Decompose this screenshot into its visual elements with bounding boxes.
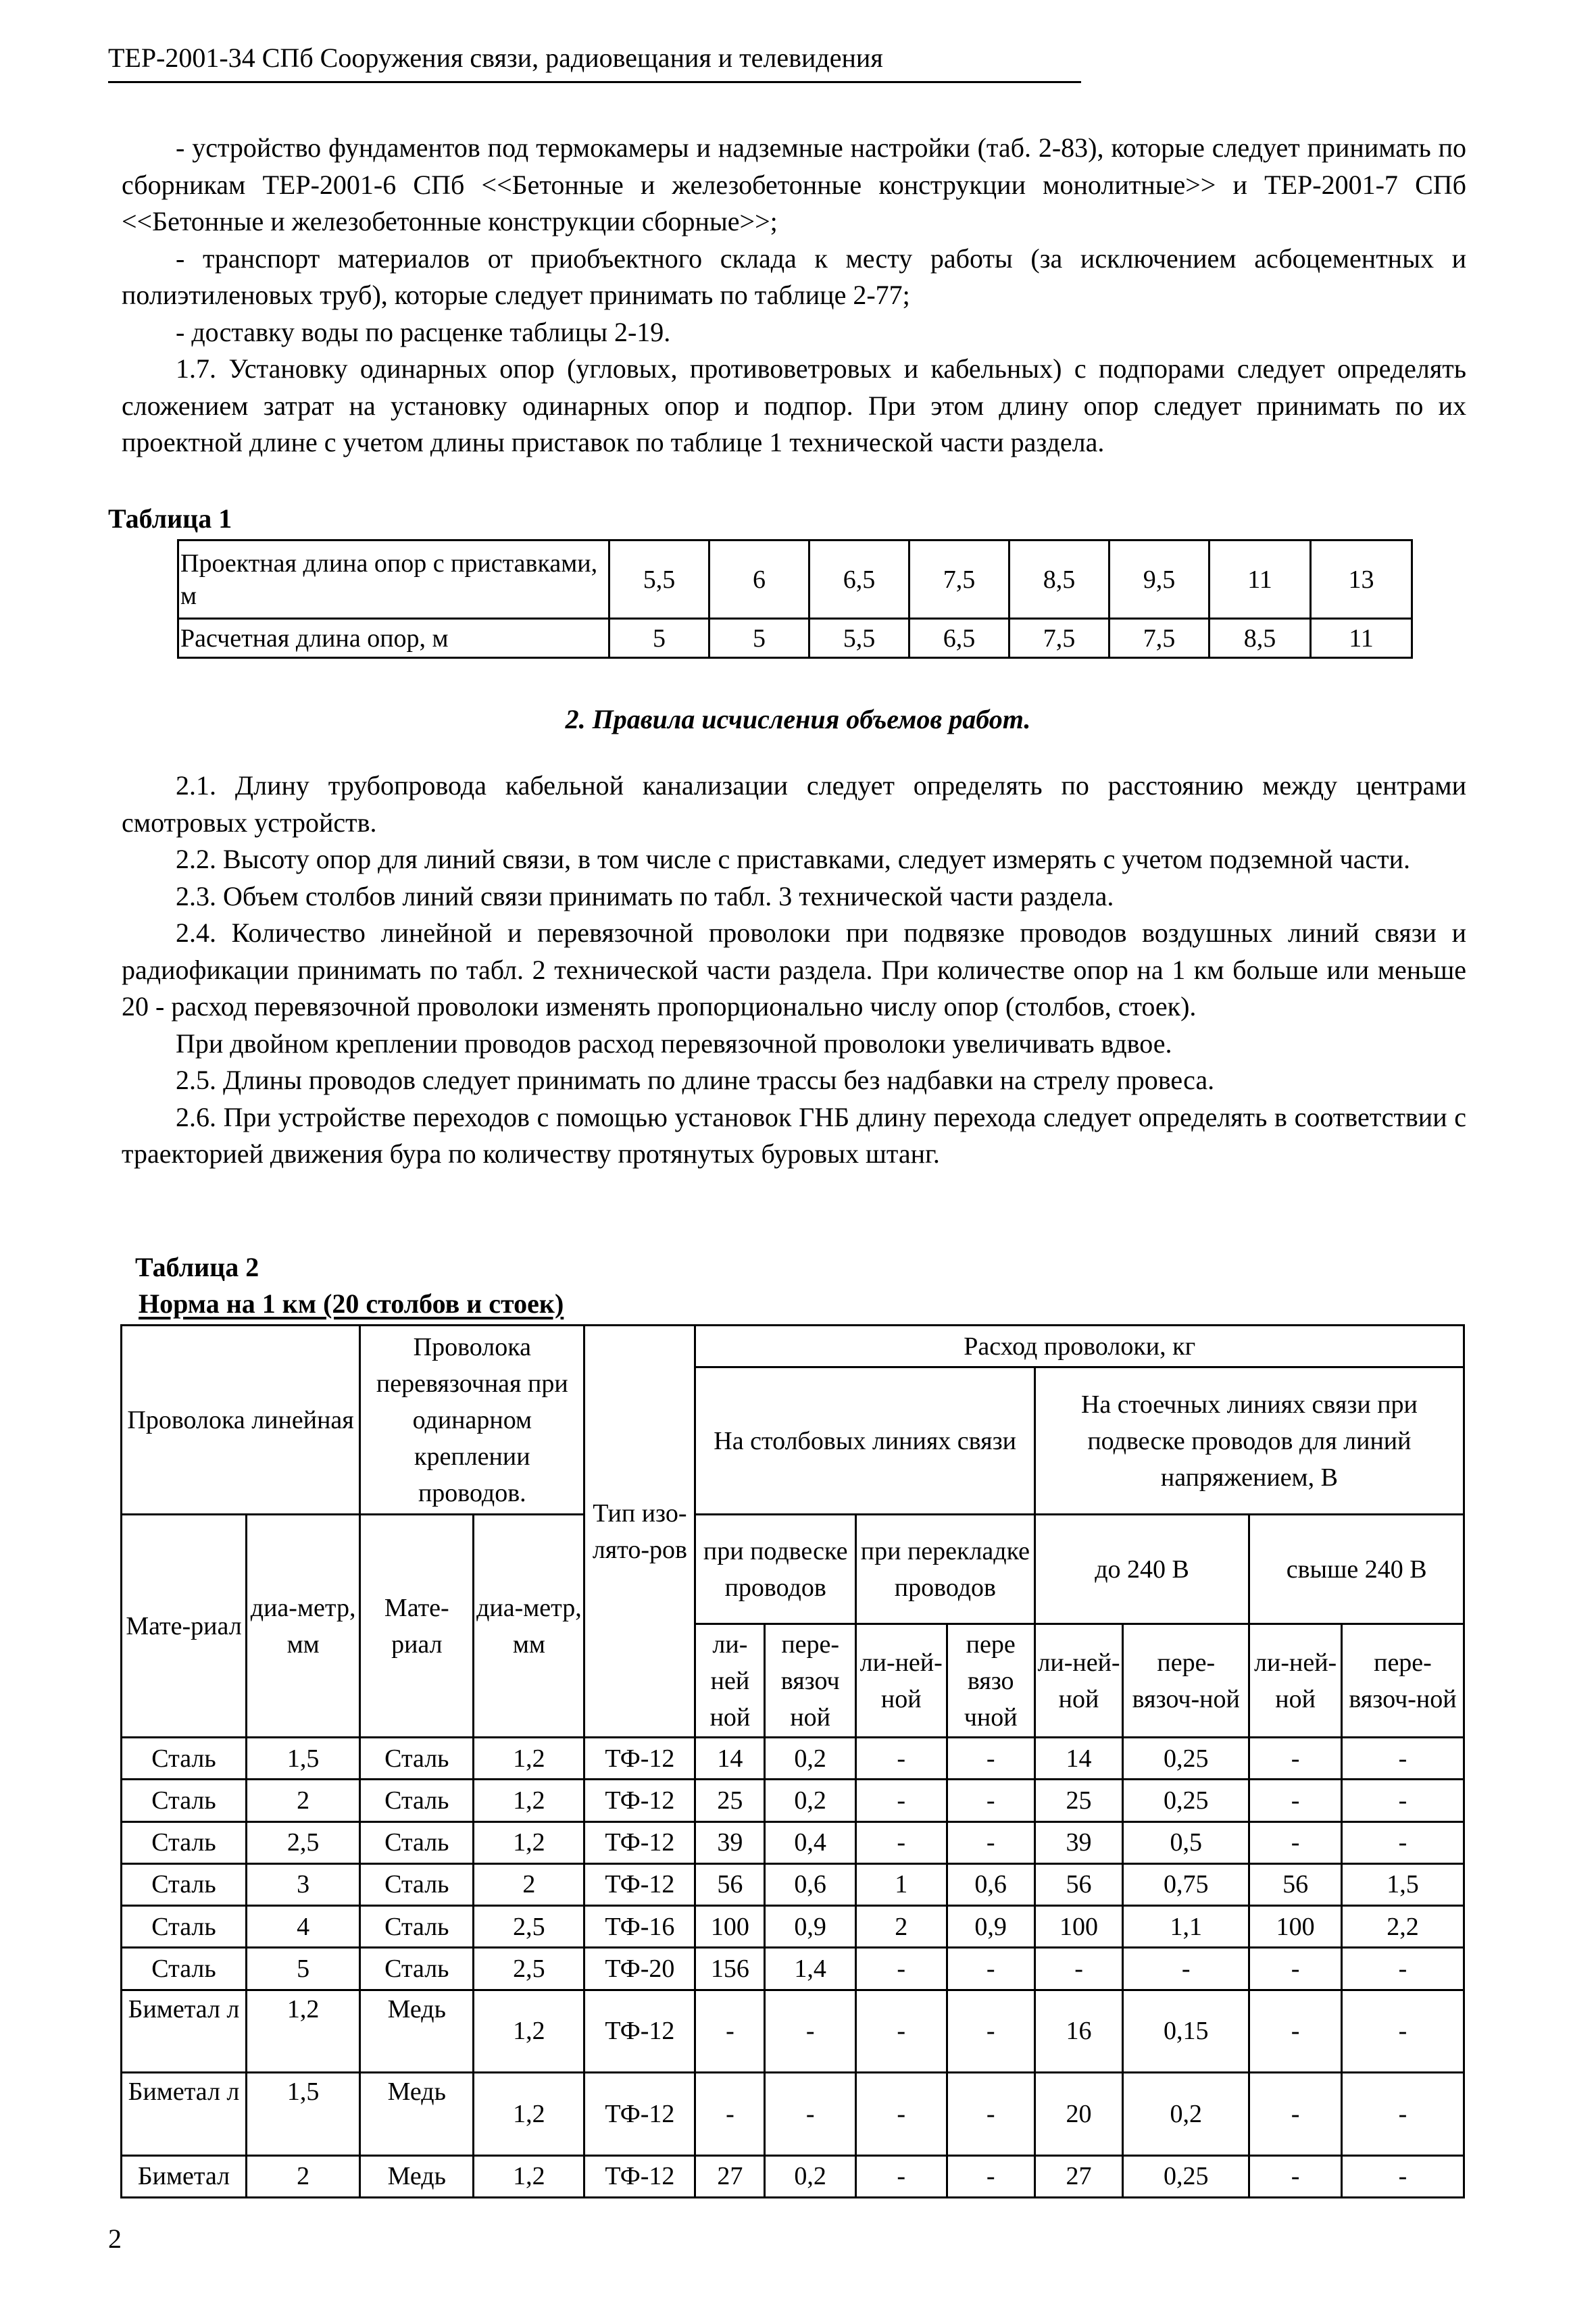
table-cell: - (1341, 1948, 1464, 1990)
table-cell: ТФ-16 (584, 1906, 695, 1948)
table-cell: 0,25 (1123, 2155, 1249, 2197)
table-row (122, 1821, 1464, 1863)
table-cell: Сталь (360, 1821, 474, 1863)
table-cell: 27 (1034, 2155, 1122, 2197)
table-cell: - (1341, 1821, 1464, 1863)
header-cell: На стоечных линиях связи при подвеске проводов для линий напряжением, В (1034, 1367, 1464, 1515)
table-row (178, 540, 1412, 619)
table-cell: - (855, 1948, 947, 1990)
table-cell: - (1249, 2073, 1342, 2155)
table-cell: 2,5 (474, 1948, 584, 1990)
table-row (122, 1906, 1464, 1948)
table-cell: - (1249, 1990, 1342, 2072)
table-cell: 0,4 (765, 1821, 856, 1863)
table-cell: 1,2 (247, 1990, 360, 2072)
table-cell: 1,5 (1341, 1863, 1464, 1905)
header-cell: пере-вязоч-ной (1123, 1624, 1249, 1738)
table-cell: 0,2 (765, 1738, 856, 1780)
table-cell: 0,15 (1123, 1990, 1249, 2072)
table-cell: - (695, 2073, 765, 2155)
table-cell: - (1249, 1780, 1342, 1821)
table-cell: - (855, 2155, 947, 2197)
table-cell: Медь (360, 1990, 474, 2072)
paragraph: - устройство фундаментов под термокамеры и надземные настройки (таб. 2-83), которые следует принимать по сборникам ТЕР-2001-6 СПб <<Бетонные и железобетонные конструкции монолитные>> и ТЕР-2001-7 СПб <<Бетонные и железобетонные конструкции сборные>>; (122, 132, 1466, 236)
header-cell: ли-ней-ной (1249, 1624, 1342, 1738)
table-cell: 7,5 (1109, 619, 1210, 658)
table-cell: 0,9 (947, 1906, 1034, 1948)
table-cell: ТФ-20 (584, 1948, 695, 1990)
paragraph: 2.6. При устройстве переходов с помощью установок ГНБ длину перехода следует определять в соответствии с траекторией движения бура по количеству протянутых буровых штанг. (122, 1101, 1466, 1169)
header-cell: пере вязо чной (947, 1624, 1034, 1738)
table-cell: 2 (247, 2155, 360, 2197)
header-cell: Расход проволоки, кг (695, 1326, 1464, 1367)
header-cell: диа-метр, мм (247, 1515, 360, 1738)
table-cell: 14 (695, 1738, 765, 1780)
paragraph: 2.1. Длину трубопровода кабельной канализации следует определять по расстоянию между центрами смотровых устройств. (122, 770, 1466, 838)
header-cell: при перекладке проводов (855, 1515, 1034, 1624)
page-header: ТЕР-2001-34 СПб Сооружения связи, радиовещания и телевидения (108, 39, 1081, 83)
header-cell: диа-метр, мм (474, 1515, 584, 1738)
table-cell: ТФ-12 (584, 1863, 695, 1905)
table-cell: 5 (609, 619, 709, 658)
table-cell: - (1249, 1948, 1342, 1990)
table-cell: 2 (474, 1863, 584, 1905)
table-cell: 5,5 (609, 540, 709, 619)
table-cell: 14 (1034, 1738, 1122, 1780)
table2-caption: Таблица 2 (135, 1252, 259, 1282)
table-cell: Сталь (122, 1821, 247, 1863)
header-cell: пере-вязоч ной (765, 1624, 856, 1738)
table-cell: 8,5 (1009, 540, 1109, 619)
table-cell: 7,5 (1009, 619, 1109, 658)
table-cell: 25 (1034, 1780, 1122, 1821)
table-cell: - (1249, 2155, 1342, 2197)
table-cell: ТФ-12 (584, 1821, 695, 1863)
table-cell: 56 (1034, 1863, 1122, 1905)
table-cell: ТФ-12 (584, 1738, 695, 1780)
table-cell: - (947, 2073, 1034, 2155)
table-cell: 1,2 (474, 1821, 584, 1863)
table-cell: - (1249, 1821, 1342, 1863)
page-number: 2 (108, 2223, 122, 2254)
table-cell: 7,5 (909, 540, 1009, 619)
table-row (122, 2073, 1464, 2155)
table-cell: - (695, 1990, 765, 2072)
paragraph: 2.3. Объем столбов линий связи принимать по табл. 3 технической части раздела. (176, 880, 1114, 911)
table-cell: 3 (247, 1863, 360, 1905)
intro-text (122, 130, 1466, 461)
header-cell: Тип изо-лято-ров (584, 1326, 695, 1738)
table-cell: Сталь (122, 1948, 247, 1990)
table-cell: - (1123, 1948, 1249, 1990)
table-row (122, 1948, 1464, 1990)
header-cell: пере-вязоч-ной (1341, 1624, 1464, 1738)
table-cell: 1,2 (474, 1990, 584, 2072)
table-cell: - (855, 2073, 947, 2155)
header-cell: ли-ней-ной (1034, 1624, 1122, 1738)
table-cell: 2 (247, 1780, 360, 1821)
table-cell: 9,5 (1109, 540, 1210, 619)
table-header-row (122, 1326, 1464, 1367)
row-label: Проектная длина опор с приставками, м (178, 540, 609, 619)
paragraph: 1.7. Установку одинарных опор (угловых, противоветровых и кабельных) с подпорами следует определять сложением затрат на установку одинарных опор и подпор. При этом длину опор следует принимать по их проектной длине с учетом длины приставок по таблице 1 технической части раздела. (122, 353, 1466, 457)
table-cell: 11 (1311, 619, 1412, 658)
table-cell: 5 (247, 1948, 360, 1990)
table1-caption: Таблица 1 (108, 503, 232, 534)
table-cell: 1,2 (474, 2155, 584, 2197)
table-cell: 1 (855, 1863, 947, 1905)
header-cell: Проволока перевязочная при одинарном креплении проводов. (360, 1326, 584, 1515)
table-cell: ТФ-12 (584, 2155, 695, 2197)
table-cell: - (855, 1990, 947, 2072)
header-cell: На столбовых линиях связи (695, 1367, 1034, 1515)
header-cell: до 240 В (1034, 1515, 1249, 1624)
table-cell: ТФ-12 (584, 2073, 695, 2155)
table-cell: - (947, 1780, 1034, 1821)
table-cell: - (1341, 1738, 1464, 1780)
table-row (178, 619, 1412, 658)
table-cell: 56 (1249, 1863, 1342, 1905)
table-cell: 1,1 (1123, 1906, 1249, 1948)
paragraph: - транспорт материалов от приобъектного склада к месту работы (за исключением асбоцементных и полиэтиленовых труб), которые следует принимать по таблице 2-77; (122, 243, 1466, 310)
table-cell: 0,5 (1123, 1821, 1249, 1863)
table-cell: - (855, 1738, 947, 1780)
table-cell: 0,25 (1123, 1780, 1249, 1821)
table-row (122, 1780, 1464, 1821)
table-cell: Сталь (122, 1780, 247, 1821)
table-cell: - (947, 1990, 1034, 2072)
header-cell: Мате-риал (122, 1515, 247, 1738)
table-cell: 6,5 (909, 619, 1009, 658)
table-cell: Биметал л (122, 1990, 247, 2072)
table-cell: Биметал (122, 2155, 247, 2197)
table-cell: 2,5 (474, 1906, 584, 1948)
paragraph: 2.5. Длины проводов следует принимать по длине трассы без надбавки на стрелу провеса. (176, 1065, 1215, 1095)
table-cell: 16 (1034, 1990, 1122, 2072)
table-cell: 2 (855, 1906, 947, 1948)
table-cell: Медь (360, 2073, 474, 2155)
table-cell: 1,5 (247, 2073, 360, 2155)
table-cell: 0,9 (765, 1906, 856, 1948)
header-cell: свыше 240 В (1249, 1515, 1464, 1624)
table-cell: - (765, 2073, 856, 2155)
table-cell: 20 (1034, 2073, 1122, 2155)
table-cell: 100 (695, 1906, 765, 1948)
header-cell: Проволока линейная (122, 1326, 360, 1515)
table-cell: - (947, 1821, 1034, 1863)
table-cell: Сталь (360, 1738, 474, 1780)
table-cell: 5,5 (809, 619, 909, 658)
table-cell: 39 (695, 1821, 765, 1863)
table-cell: 56 (695, 1863, 765, 1905)
table-cell: 0,6 (765, 1863, 856, 1905)
table-cell: 156 (695, 1948, 765, 1990)
table-cell: 0,2 (765, 2155, 856, 2197)
table2-subcaption: Норма на 1 км (20 столбов и стоек) (139, 1288, 564, 1319)
table2 (120, 1324, 1465, 2198)
table-cell: 2,2 (1341, 1906, 1464, 1948)
table-cell: 1,4 (765, 1948, 856, 1990)
table-cell: - (1341, 2073, 1464, 2155)
table1 (177, 539, 1413, 659)
table-cell: 1,2 (474, 1738, 584, 1780)
table-cell: 0,6 (947, 1863, 1034, 1905)
table-cell: - (1249, 1738, 1342, 1780)
table-cell: Сталь (360, 1948, 474, 1990)
table-row (122, 2155, 1464, 2197)
table-cell: Сталь (360, 1906, 474, 1948)
table-cell: - (1341, 1780, 1464, 1821)
table-cell: - (947, 2155, 1034, 2197)
table-cell: 0,2 (1123, 2073, 1249, 2155)
table-cell: Сталь (122, 1863, 247, 1905)
table-cell: - (1341, 2155, 1464, 2197)
table-cell: ТФ-12 (584, 1990, 695, 2072)
table-cell: 100 (1034, 1906, 1122, 1948)
table-header-row (122, 1515, 1464, 1624)
table-cell: - (947, 1948, 1034, 1990)
table-cell: Сталь (360, 1863, 474, 1905)
table-row (122, 1990, 1464, 2072)
table-cell: 27 (695, 2155, 765, 2197)
paragraph: 2.4. Количество линейной и перевязочной проволоки при подвязке проводов воздушных линий связи и радиофикации принимать по табл. 2 технической части раздела. При количестве опор на 1 км больше или меньше 20 - расход перевязочной проволоки изменять пропорционально числу опор (столбов, стоек). (122, 917, 1466, 1022)
table-cell: - (855, 1821, 947, 1863)
table-cell: 6 (709, 540, 809, 619)
row-label: Расчетная длина опор, м (178, 619, 609, 658)
table-cell: 8,5 (1210, 619, 1311, 658)
table-cell: Медь (360, 2155, 474, 2197)
table-cell: 1,2 (474, 1780, 584, 1821)
table-cell: 0,2 (765, 1780, 856, 1821)
table-cell: ТФ-12 (584, 1780, 695, 1821)
section-title: 2. Правила исчисления объемов работ. (565, 704, 1031, 734)
table-cell: Сталь (360, 1780, 474, 1821)
table-cell: 0,25 (1123, 1738, 1249, 1780)
table-cell: Сталь (122, 1738, 247, 1780)
paragraph: При двойном креплении проводов расход перевязочной проволоки увеличивать вдвое. (176, 1028, 1172, 1059)
table-cell: 0,75 (1123, 1863, 1249, 1905)
table-cell: 2,5 (247, 1821, 360, 1863)
header-cell: ли-ней ной (695, 1624, 765, 1738)
paragraph: - доставку воды по расценке таблицы 2-19. (176, 316, 671, 347)
paragraph: 2.2. Высоту опор для линий связи, в том числе с приставками, следует измерять с учетом подземной части. (176, 844, 1411, 874)
table-cell: 39 (1034, 1821, 1122, 1863)
header-cell: при подвеске проводов (695, 1515, 856, 1624)
header-cell: Мате-риал (360, 1515, 474, 1738)
table-row (122, 1738, 1464, 1780)
table-cell: 1,5 (247, 1738, 360, 1780)
table-cell: Биметал л (122, 2073, 247, 2155)
table-cell: 11 (1210, 540, 1311, 619)
table-cell: - (855, 1780, 947, 1821)
table-cell: 25 (695, 1780, 765, 1821)
rules-text (122, 768, 1466, 1173)
header-cell: ли-ней-ной (855, 1624, 947, 1738)
table-cell: - (1341, 1990, 1464, 2072)
table-cell: 1,2 (474, 2073, 584, 2155)
table-cell: Сталь (122, 1906, 247, 1948)
table-cell: 100 (1249, 1906, 1342, 1948)
table-cell: 13 (1311, 540, 1412, 619)
table-cell: 4 (247, 1906, 360, 1948)
table-cell: 6,5 (809, 540, 909, 619)
table-row (122, 1863, 1464, 1905)
table-cell: - (947, 1738, 1034, 1780)
table-cell: 5 (709, 619, 809, 658)
table-cell: - (765, 1990, 856, 2072)
table-cell: - (1034, 1948, 1122, 1990)
